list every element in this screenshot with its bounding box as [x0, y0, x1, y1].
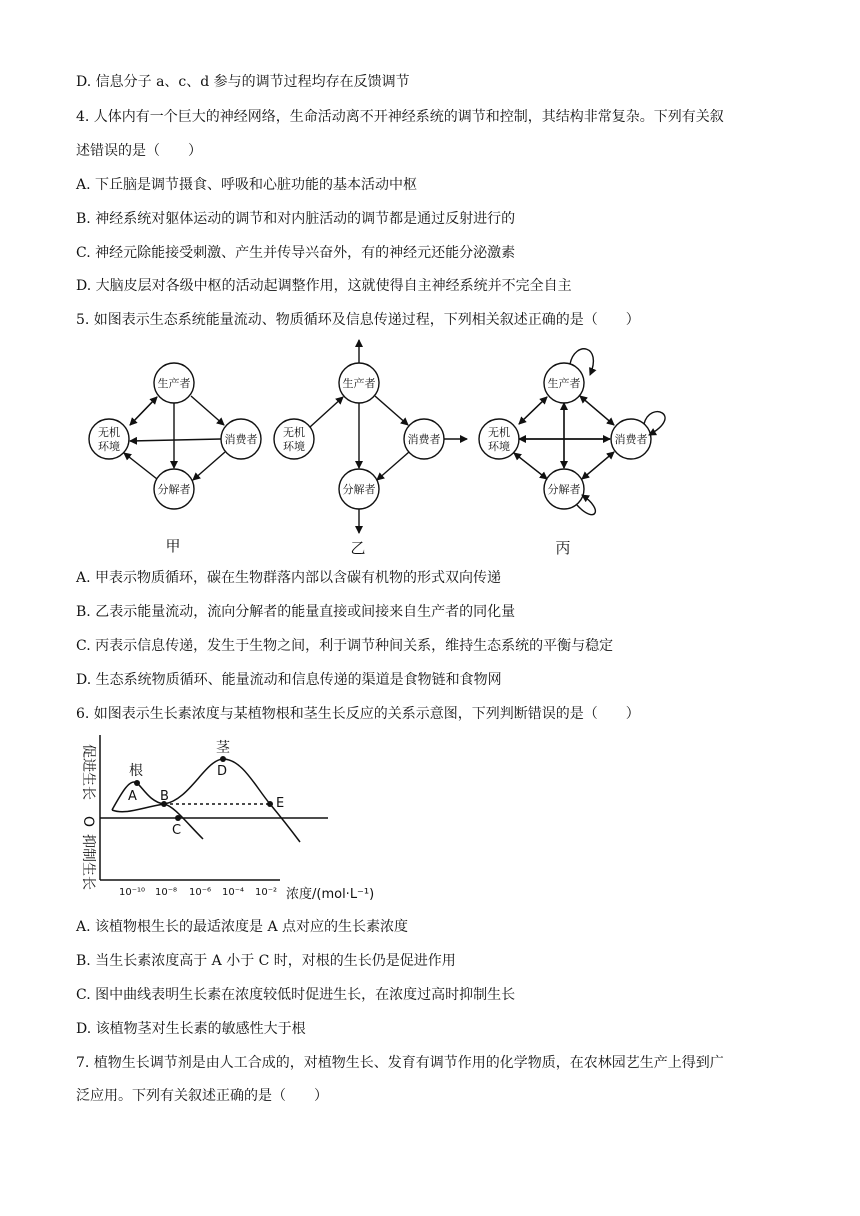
- q4-option-d: D. 大脑皮层对各级中枢的活动起调整作用，这就使得自主神经系统并不完全自主: [76, 278, 572, 294]
- q6-stem: 6. 如图表示生长素浓度与某植物根和茎生长反应的关系示意图，下列判断错误的是（ ）: [76, 706, 640, 722]
- label-d: D: [217, 764, 228, 779]
- label-c: C: [172, 823, 182, 838]
- label-jia: 甲: [165, 537, 181, 555]
- jia-producer: 生产者: [157, 377, 191, 390]
- point-c: [175, 815, 181, 821]
- q4-stem-cont: 述错误的是（ ）: [76, 143, 202, 159]
- q3-option-d: D. 信息分子 a、c、d 参与的调节过程均存在反馈调节: [76, 74, 410, 90]
- bing-abiotic-2: 环境: [488, 440, 510, 453]
- x-tick: 10⁻¹⁰: [118, 887, 146, 898]
- q4-stem: 4. 人体内有一个巨大的神经网络，生命活动离不开神经系统的调节和控制，其结构非常复杂。下列有关叙: [76, 109, 724, 125]
- ecosystem-diagrams: [0, 335, 860, 565]
- point-d: [220, 756, 226, 762]
- x-label: 浓度/(mol·L⁻¹): [286, 887, 375, 902]
- jia-abiotic-1: 无机: [98, 426, 120, 439]
- root-label: 根: [129, 763, 143, 779]
- q6-option-d: D. 该植物茎对生长素的敏感性大于根: [76, 1021, 306, 1037]
- y-label-zero: O: [80, 816, 96, 828]
- jia-decomposer: 分解者: [157, 483, 191, 496]
- jia-consumer: 消费者: [224, 433, 258, 446]
- y-label-inhibit: 抑制生长: [80, 834, 96, 890]
- label-b: B: [160, 789, 169, 804]
- root-curve: [112, 782, 203, 839]
- q6-option-c: C. 图中曲线表明生长素在浓度较低时促进生长，在浓度过高时抑制生长: [76, 987, 516, 1003]
- x-tick: 10⁻²: [254, 887, 278, 898]
- auxin-response-chart: [70, 730, 410, 910]
- q5-option-c: C. 丙表示信息传递，发生于生物之间，利于调节种间关系，维持生态系统的平衡与稳定: [76, 638, 614, 654]
- q7-stem: 7. 植物生长调节剂是由人工合成的，对植物生长、发育有调节作用的化学物质，在农林园艺生产上得到广: [76, 1055, 724, 1071]
- y-label-promote: 促进生长: [80, 744, 96, 800]
- q6-option-b: B. 当生长素浓度高于 A 小于 C 时，对根的生长仍是促进作用: [76, 953, 456, 969]
- yi-producer: 生产者: [342, 377, 376, 390]
- yi-consumer: 消费者: [407, 433, 441, 446]
- bing-decomposer: 分解者: [547, 483, 581, 496]
- jia-abiotic-2: 环境: [98, 440, 120, 453]
- yi-abiotic-1: 无机: [283, 426, 305, 439]
- q7-stem-cont: 泛应用。下列有关叙述正确的是（ ）: [76, 1088, 328, 1104]
- x-tick: 10⁻⁸: [154, 887, 178, 898]
- q4-option-b: B. 神经系统对躯体运动的调节和对内脏活动的调节都是通过反射进行的: [76, 211, 516, 227]
- label-a: A: [128, 789, 137, 804]
- bing-consumer: 消费者: [614, 433, 648, 446]
- point-a: [134, 780, 140, 786]
- point-e: [267, 801, 273, 807]
- q4-option-a: A. 下丘脑是调节摄食、呼吸和心脏功能的基本活动中枢: [76, 177, 418, 193]
- stem-label: 茎: [216, 740, 230, 756]
- q5-stem: 5. 如图表示生态系统能量流动、物质循环及信息传递过程，下列相关叙述正确的是（ ）: [76, 312, 640, 328]
- label-e: E: [276, 796, 285, 811]
- label-yi: 乙: [350, 539, 366, 557]
- q5-option-d: D. 生态系统物质循环、能量流动和信息传递的渠道是食物链和食物网: [76, 672, 502, 688]
- bing-abiotic-1: 无机: [488, 426, 510, 439]
- yi-abiotic-2: 环境: [283, 440, 305, 453]
- bing-producer: 生产者: [547, 377, 581, 390]
- q6-option-a: A. 该植物根生长的最适浓度是 A 点对应的生长素浓度: [76, 919, 409, 935]
- x-tick: 10⁻⁴: [221, 887, 245, 898]
- x-tick: 10⁻⁶: [188, 887, 212, 898]
- q5-option-a: A. 甲表示物质循环，碳在生物群落内部以含碳有机物的形式双向传递: [76, 570, 502, 586]
- q4-option-c: C. 神经元除能接受刺激、产生并传导兴奋外，有的神经元还能分泌激素: [76, 245, 516, 261]
- label-bing: 丙: [555, 539, 571, 557]
- q5-option-b: B. 乙表示能量流动，流向分解者的能量直接或间接来自生产者的同化量: [76, 604, 516, 620]
- yi-decomposer: 分解者: [342, 483, 376, 496]
